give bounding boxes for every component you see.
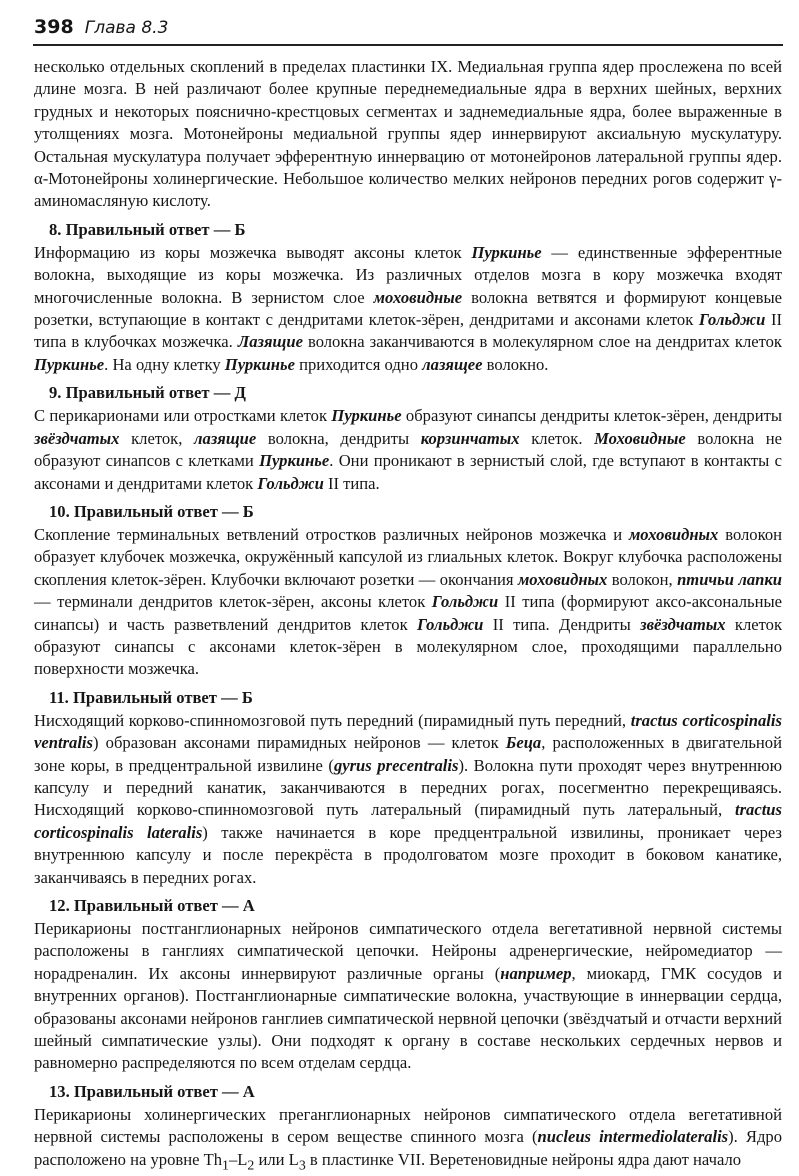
answer-heading-9: 9. Правильный ответ — Д — [49, 383, 246, 403]
answer-text-9: С перикарионами или отростками клеток Пуркинье образуют синапсы дендриты клеток-зёрен, дендриты звёздчатых клеток, лазящие волокна, дендриты корзинчатых клеток. Моховидные волокна не образуют синапсов с клетками Пуркинье. Они проникают в зернистый слой, где вступают в контакты с аксонами и дендритами клеток Гольджи II типа. — [34, 406, 783, 493]
answer-heading-10: 10. Правильный ответ — Б — [49, 501, 254, 521]
answer-heading-13: 13. Правильный ответ — А — [49, 1081, 255, 1101]
answer-text-12: Перикарионы постганглионарных нейронов симпатического отдела вегетативной нервной системы расположены в ганглиях симпатической цепочки. Нейроны адренергические, нейромедиатор — норадреналин. Их аксоны иннервируют различные органы (например, миокард, ГМК сосудов и внутренних органов). Постганглионарные симпатические волокна, участвующие в иннервации сердца, образованы аксонами нейронов ганглиев симпатической нервной цепочки (звёздчатый и отчасти верхний шейный симпатические узлы). Они подходят к органу в составе нескольких сердечных нервов и равномерно распределяются по всем отделам сердца. — [34, 919, 782, 1073]
answer-text-13: Перикарионы холинергических преганглионарных нейронов симпатического отдела вегетативной нервной системы расположены в сером веществе спинного мозга (nucleus intermediolateralis). Ядро расположено на уровне $Th_1-L_2$ или $L_3$ в пластинке VII. Веретеновидные нейроны ядра дают начало — [34, 1104, 782, 1172]
header-divider — [33, 44, 783, 46]
answer-heading-12: 12. Правильный ответ — А — [49, 896, 255, 915]
answer-heading-11: 11. Правильный ответ — Б — [49, 687, 253, 707]
answer-text-10: Скопление терминальных ветвлений отростков различных нейронов мозжечка и моховидных волокон образует клубочек мозжечка, окружённый капсулой из глиальных клеток. Вокруг клубочка расположены скопления клеток-зёрен. Клубочки включают розетки — окончания моховидных волокон, птичьи лапки — терминали дендритов клеток-зёрен, аксоны клеток Гольджи II типа (формируют аксо-аксональные синапсы) и часть разветвлений дендритов клеток Гольджи II типа. Дендриты звёздчатых клеток образуют синапсы с аксонами клеток-зёрен в молекулярном слое, проходящими параллельно поверхности мозжечка. — [34, 524, 783, 679]
answer-text-8: Информацию из коры мозжечка выводят аксоны клеток Пуркинье — единственные эфферентные волокна, выходящие из коры мозжечка. Из различных отделов мозга в кору мозжечка входят многочисленные волокна. В зернистом слое моховидные волокна ветвятся и формируют концевые розетки, вступающие в контакт с дендритами клеток-зёрен, дендритами и аксонами клеток Гольджи II типа в клубочках мозжечка. Лазящие волокна заканчиваются в молекулярном слое на дендритах клеток Пуркинье. На одну клетку Пуркинье приходится одно лазящее волокно. — [34, 242, 782, 374]
page-header — [34, 16, 168, 38]
answer-text-11: Нисходящий корково-спинномозговой путь передний (пирамидный путь передний, tractus corticospinalis ventralis) образован аксонами пирамидных нейронов — клеток Беца, расположенных в двигательной зоне коры, в предцентральной извилине (gyrus precentralis). Волокна пути проходят через внутреннюю капсулу и передний канатик, заканчиваются в передних рогах, посегментно перекрещиваясь. Нисходящий корково-спинномозговой путь латеральный (пирамидный путь латеральный, tractus corticospinalis lateralis) также начинается в коре предцентральной извилины, проникает через внутреннюю капсулу и после перекрёста в продолговатом мозге проходит в боковом канатике, заканчиваясь в передних рогах. — [34, 710, 782, 887]
page-number: 398 — [34, 16, 74, 38]
page-content — [34, 56, 782, 1176]
chapter-title: Глава 8.3 — [84, 18, 169, 38]
answer-heading-8: 8. Правильный ответ — Б — [49, 219, 246, 239]
paragraph-continuation: несколько отдельных скоплений в пределах пластинки IX. Медиальная группа ядер прослежена по всей длине мозга. В ней различают более крупные переднемедиальные ядра в верхних шейных, верхних грудных и некоторых пояснично-крестцовых сегментах и заднемедиальные ядра, более выраженные в утолщениях мозга. Мотонейроны медиальной группы ядер иннервируют аксиальную мускулатуру. Остальная мускулатура получает эфферентную иннервацию от мотонейронов латеральной группы ядер. α-Мотонейроны холинергические. Небольшое количество мелких нейронов передних рогов содержит γ-аминомасляную кислоту. — [34, 57, 782, 211]
